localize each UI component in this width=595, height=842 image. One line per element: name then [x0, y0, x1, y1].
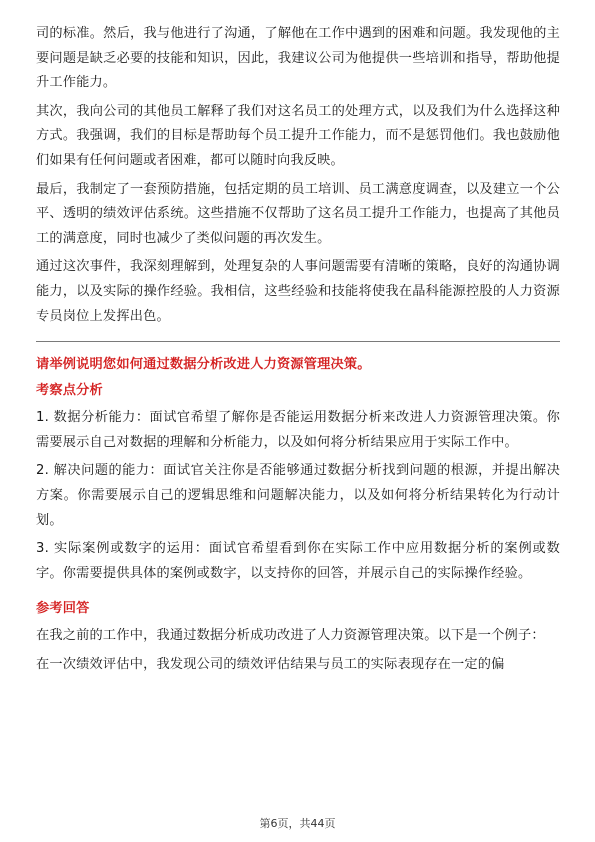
- body-paragraph: 其次，我向公司的其他员工解释了我们对这名员工的处理方式，以及我们为什么选择这种方式。我强调，我们的目标是帮助每个员工提升工作能力，而不是惩罚他们。我也鼓励他们如果有任何问题或者困难，都可以随时向我反映。: [36, 103, 560, 168]
- interview-question: 请举例说明您如何通过数据分析改进人力资源管理决策。: [36, 357, 371, 373]
- answer-paragraph: 在我之前的工作中，我通过数据分析成功改进了人力资源管理决策。以下是一个例子：: [36, 628, 545, 644]
- page-number-footer: 第6页，共44页: [259, 817, 336, 830]
- answer-paragraph: 在一次绩效评估中，我发现公司的绩效评估结果与员工的实际表现存在一定的偏: [36, 656, 505, 672]
- analysis-item: 1. 数据分析能力：面试官希望了解你是否能运用数据分析来改进人力资源管理决策。你需要展示自己对数据的理解和分析能力，以及如何将分析结果应用于实际工作中。: [36, 410, 560, 450]
- analysis-item: 2. 解决问题的能力：面试官关注你是否能够通过数据分析找到问题的根源，并提出解决方案。你需要展示自己的逻辑思维和问题解决能力，以及如何将分析结果转化为行动计划。: [36, 463, 560, 528]
- section-divider: [36, 341, 560, 342]
- answer-heading: 参考回答: [36, 601, 90, 617]
- body-paragraph: 通过这次事件，我深刻理解到，处理复杂的人事问题需要有清晰的策略，良好的沟通协调能力，以及实际的操作经验。我相信，这些经验和技能将使我在晶科能源控股的人力资源专员岗位上发挥出色。: [36, 259, 560, 324]
- document-content: [36, 22, 560, 677]
- analysis-heading: 考察点分析: [36, 383, 103, 399]
- body-paragraph: 最后，我制定了一套预防措施，包括定期的员工培训、员工满意度调查，以及建立一个公平、透明的绩效评估系统。这些措施不仅帮助了这名员工提升工作能力，也提高了其他员工的满意度，同时也减少了类似问题的再次发生。: [36, 181, 560, 246]
- analysis-item: 3. 实际案例或数字的运用：面试官希望看到你在实际工作中应用数据分析的案例或数字。你需要提供具体的案例或数字，以支持你的回答，并展示自己的实际操作经验。: [36, 541, 560, 581]
- body-paragraph: 司的标准。然后，我与他进行了沟通，了解他在工作中遇到的困难和问题。我发现他的主要问题是缺乏必要的技能和知识，因此，我建议公司为他提供一些培训和指导，帮助他提升工作能力。: [36, 26, 560, 91]
